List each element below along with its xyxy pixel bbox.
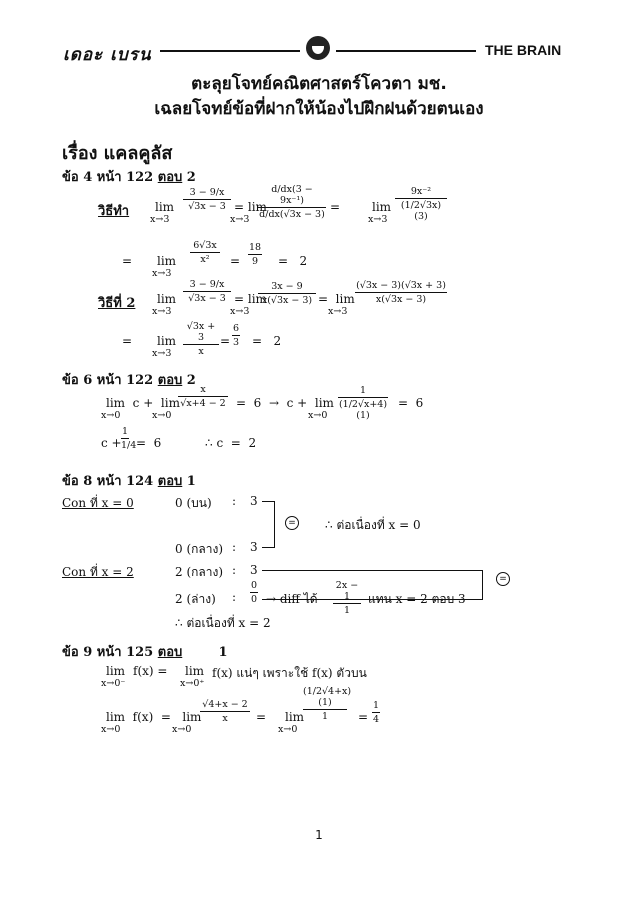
brand-thai: เดอะ เบรน (63, 45, 152, 65)
q4-method2-label: วิธีที่ 2 (98, 296, 136, 311)
q8-con0: Con ที่ x = 0 (62, 496, 134, 510)
q9-heading: ข้อ 9 หน้า 125 ตอบ 1 (62, 645, 228, 660)
page-number: 1 (315, 828, 323, 842)
equal-circle-icon: = (285, 516, 299, 530)
q4-frac2: d/dx(3 − 9x⁻¹) d/dx(√3x − 3) (259, 184, 325, 220)
header-rule-left (160, 50, 300, 52)
q6-heading: ข้อ 6 หน้า 122 ตอบ 2 (62, 373, 196, 388)
q4-method1-label: วิธีทำ (98, 204, 130, 219)
q4-lim: lim (155, 200, 175, 214)
q8-con2: Con ที่ x = 2 (62, 565, 134, 579)
equal-circle-icon: = (496, 572, 510, 586)
brain-logo-icon (306, 36, 330, 60)
q4-frac3: 9x⁻² (1/2√3x)(3) (395, 186, 447, 222)
header-rule-right (336, 50, 476, 52)
topic-heading: เรื่อง แคลคูลัส (62, 143, 173, 164)
q4-heading: ข้อ 4 หน้า 122 ตอบ 2 (62, 170, 196, 185)
q8-heading: ข้อ 8 หน้า 124 ตอบ 1 (62, 474, 196, 489)
q4-frac1: 3 − 9/x √3x − 3 (183, 187, 231, 212)
page-title: ตะลุยโจทย์คณิตศาสตร์โควตา มช. (191, 74, 447, 94)
brand-english: THE BRAIN (485, 42, 562, 58)
page-subtitle: เฉลยโจทย์ข้อที่ฝากให้น้องไปฝึกฝนด้วยตนเอง (154, 99, 484, 119)
